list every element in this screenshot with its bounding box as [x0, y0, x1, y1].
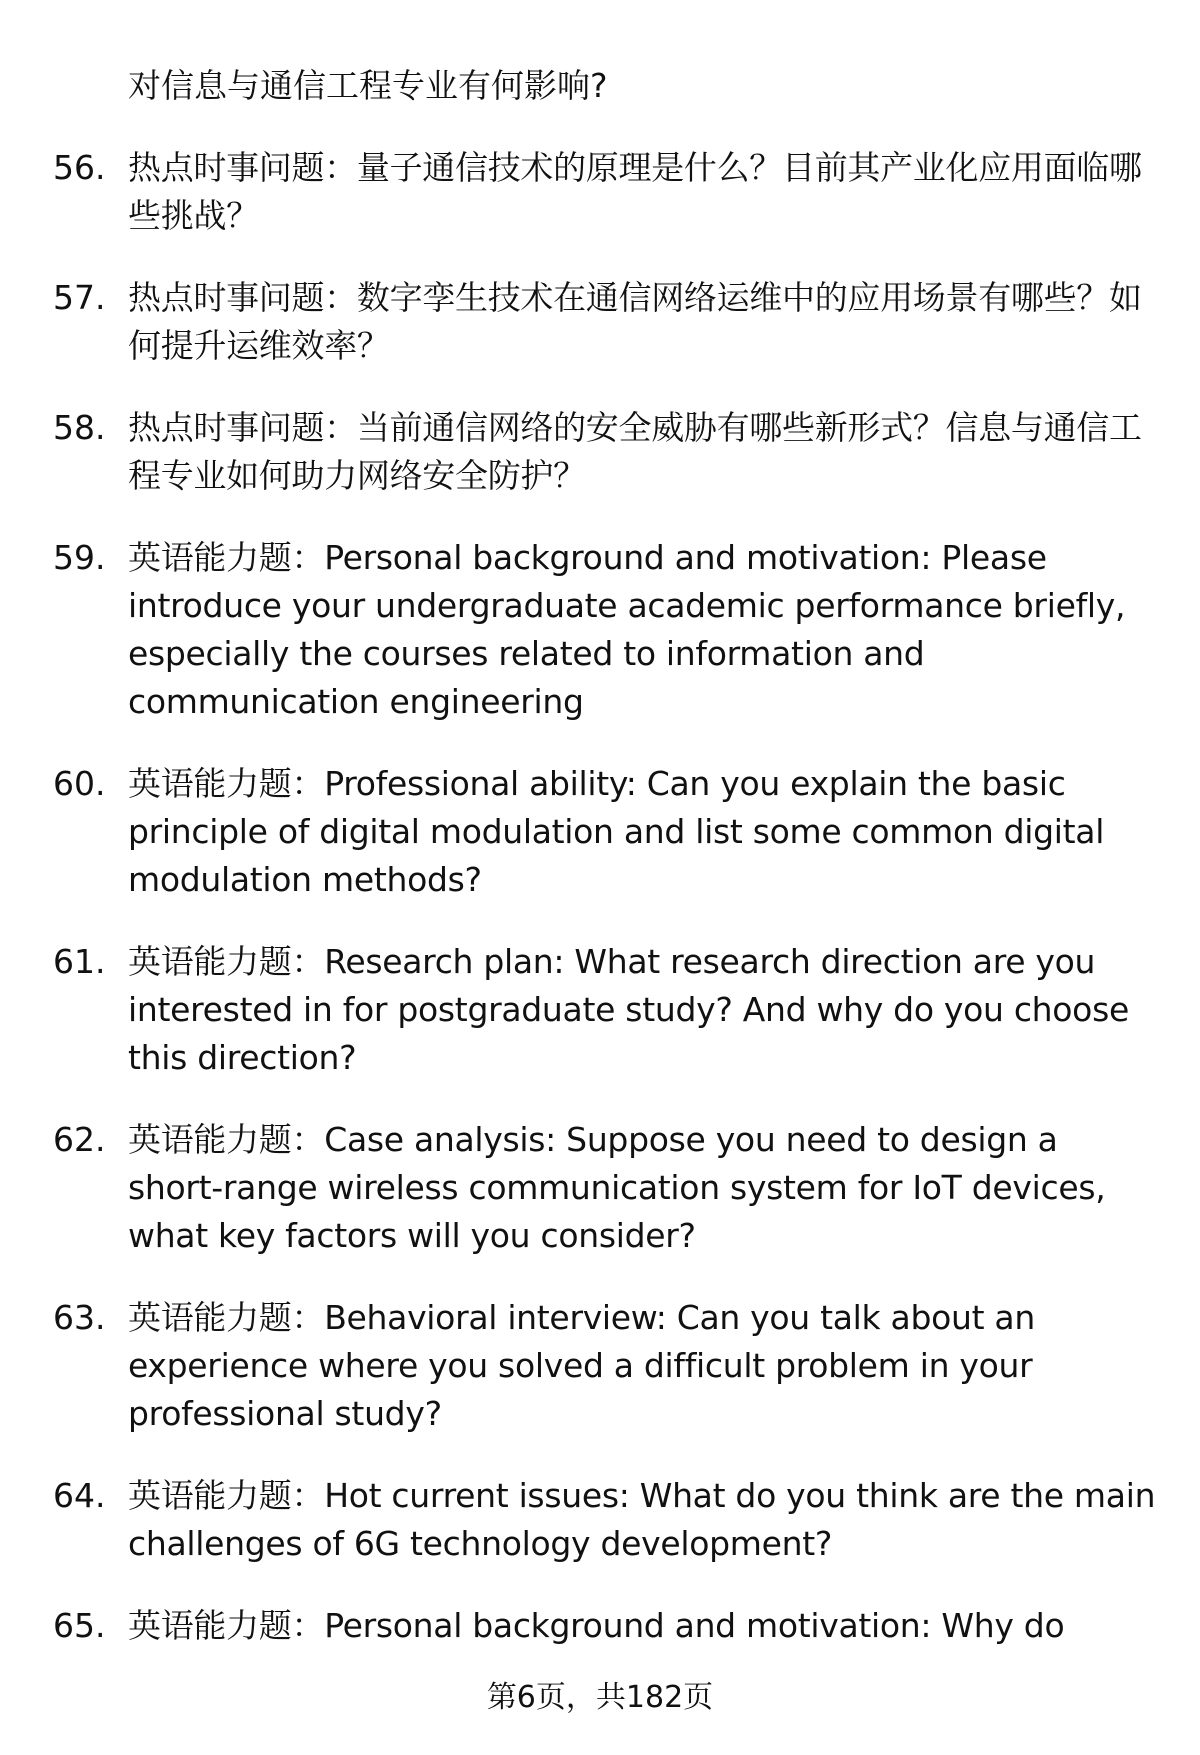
- item-text: 英语能力题：Case analysis: Suppose you need to design a short-range wireless communication system for IoT devices, what key factors will you consider?: [128, 1120, 1106, 1255]
- list-item: [0, 938, 1200, 1082]
- item-number: 57.: [53, 278, 106, 317]
- item-number: 61.: [53, 942, 106, 981]
- item-text: 英语能力题：Personal background and motivation: Why do: [128, 1606, 1065, 1645]
- document-page: [0, 62, 1200, 1650]
- item-text: 热点时事问题：量子通信技术的原理是什么？目前其产业化应用面临哪些挑战？: [128, 148, 1142, 235]
- item-number: 62.: [53, 1120, 106, 1159]
- item-text: 热点时事问题：数字孪生技术在通信网络运维中的应用场景有哪些？如何提升运维效率？: [128, 278, 1142, 365]
- list-item: [0, 1116, 1200, 1260]
- list-item: [0, 534, 1200, 726]
- list-item: [0, 1472, 1200, 1568]
- item-number: 65.: [53, 1606, 106, 1645]
- item-text: 英语能力题：Research plan: What research direction are you interested in for postgraduate study? And why do you choose this direction?: [128, 942, 1129, 1077]
- item-number: 59.: [53, 538, 106, 577]
- list-item: [0, 1602, 1200, 1650]
- item-text: 热点时事问题：当前通信网络的安全威胁有哪些新形式？信息与通信工程专业如何助力网络安全防护？: [128, 408, 1142, 495]
- question-list: [0, 144, 1200, 1650]
- list-item: [0, 274, 1200, 370]
- list-item: [0, 1294, 1200, 1438]
- item-text: 英语能力题：Personal background and motivation: Please introduce your undergraduate academic performance briefly, especially the courses related to information and communication engineering: [128, 538, 1126, 721]
- item-number: 60.: [53, 764, 106, 803]
- item-number: 64.: [53, 1476, 106, 1515]
- item-text: 英语能力题：Behavioral interview: Can you talk about an experience where you solved a difficult problem in your professional study?: [128, 1298, 1035, 1433]
- list-item: [0, 760, 1200, 904]
- page-number: 第6页，共182页: [486, 1680, 714, 1715]
- item-number: 56.: [53, 148, 106, 187]
- list-item: [0, 404, 1200, 500]
- continuation-text: 对信息与通信工程专业有何影响?: [128, 66, 608, 105]
- item-number: 63.: [53, 1298, 106, 1337]
- item-text: 英语能力题：Hot current issues: What do you think are the main challenges of 6G technology development?: [128, 1476, 1156, 1563]
- item-text: 英语能力题：Professional ability: Can you explain the basic principle of digital modulation and list some common digital modulation methods?: [128, 764, 1105, 899]
- list-item: [0, 144, 1200, 240]
- item-number: 58.: [53, 408, 106, 447]
